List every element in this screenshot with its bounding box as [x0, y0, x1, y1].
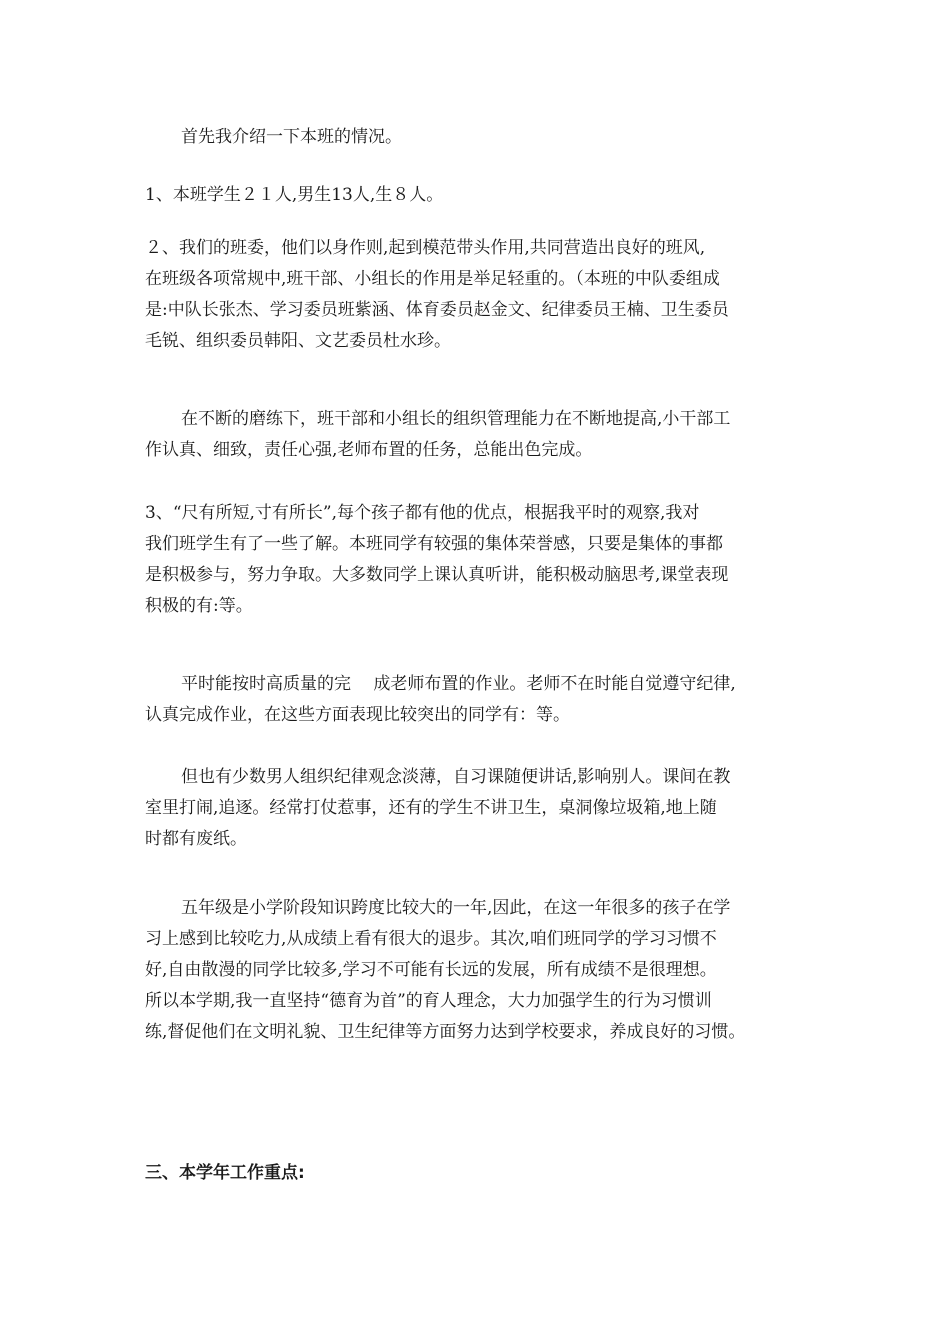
- text-line: 五年级是小学阶段知识跨度比较大的一年,因此，在这一年很多的孩子在学: [181, 898, 731, 918]
- text-line: 练,督促他们在文明礼貌、卫生纪律等方面努力达到学校要求，养成良好的习惯。: [145, 1022, 746, 1042]
- text-line: 我们班学生有了一些了解。本班同学有较强的集体荣誉感，只要是集体的事都: [145, 534, 723, 554]
- text-line: 1、本班学生２１人,男生13人,生８人。: [145, 185, 444, 205]
- text-line: 时都有废纸。: [145, 829, 247, 849]
- text-line: 3、“尺有所短,寸有所长”,每个孩子都有他的优点，根据我平时的观察,我对: [145, 503, 700, 523]
- paragraph-grade-five: [145, 893, 825, 1048]
- paragraph-class-committee: [145, 233, 825, 357]
- text-line: ２、我们的班委，他们以身作则,起到模范带头作用,共同营造出良好的班风,: [145, 238, 706, 258]
- text-line: 平时能按时高质量的完 成老师布置的作业。老师不在时能自觉遵守纪律,: [181, 674, 736, 694]
- text-line: 习上感到比较吃力,从成绩上看有很大的退步。其次,咱们班同学的学习习惯不: [145, 929, 717, 949]
- text-line: 所以本学期,我一直坚持“德育为首”的育人理念，大力加强学生的行为习惯训: [145, 991, 712, 1011]
- text-line: 积极的有:等。: [145, 596, 253, 616]
- text-line: 但也有少数男人组织纪律观念淡薄，自习课随便讲话,影响别人。课间在教: [181, 767, 731, 787]
- paragraph-intro: [145, 122, 825, 153]
- text-line: 室里打闹,追逐。经常打仗惹事，还有的学生不讲卫生，桌洞像垃圾箱,地上随: [145, 798, 717, 818]
- text-line: 毛锐、组织委员韩阳、文艺委员杜水珍。: [145, 331, 451, 351]
- text-line: 在不断的磨练下，班干部和小组长的组织管理能力在不断地提高,小干部工: [181, 409, 731, 429]
- text-line: 是积极参与，努力争取。大多数同学上课认真听讲，能积极动脑思考,课堂表现: [145, 565, 729, 585]
- text-line: 在班级各项常规中,班干部、小组长的作用是举足轻重的。（本班的中队委组成: [145, 269, 720, 289]
- text-line: 作认真、细致，责任心强,老师布置的任务，总能出色完成。: [145, 440, 593, 460]
- paragraph-student-count: [145, 180, 825, 211]
- paragraph-discipline-issues: [145, 762, 825, 855]
- text-line: 是:中队长张杰、学习委员班紫涵、体育委员赵金文、纪律委员王楠、卫生委员: [145, 300, 729, 320]
- section-heading: 三、本学年工作重点:: [145, 1163, 305, 1183]
- paragraph-student-strengths: [145, 498, 825, 622]
- paragraph-cadre-growth: [145, 404, 825, 466]
- paragraph-homework: [145, 669, 825, 731]
- text-line: 好,自由散漫的同学比较多,学习不可能有长远的发展，所有成绩不是很理想。: [145, 960, 717, 980]
- text-line: 首先我介绍一下本班的情况。: [181, 127, 402, 147]
- text-line: 认真完成作业，在这些方面表现比较突出的同学有：等。: [145, 705, 570, 725]
